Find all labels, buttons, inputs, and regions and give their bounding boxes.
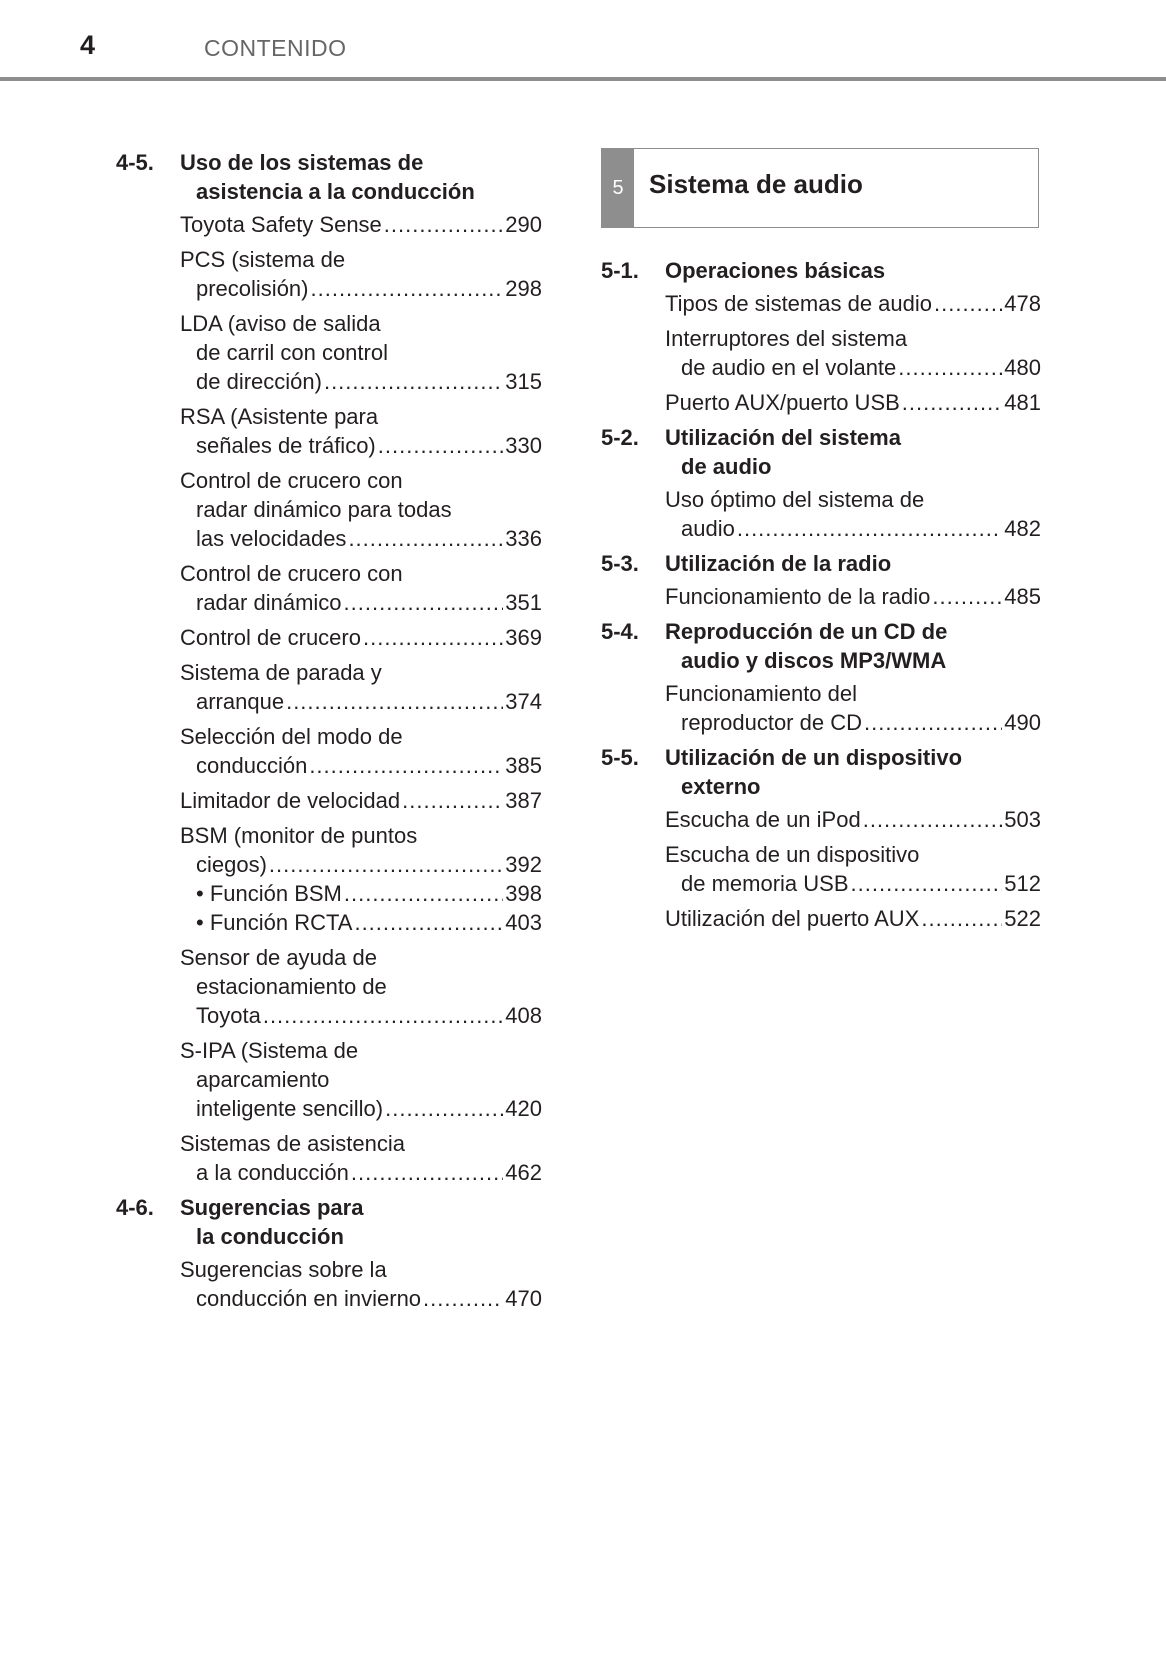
dot-leader [898, 353, 1002, 382]
toc-entry-text: Tipos de sistemas de audio [665, 291, 932, 316]
chapter-title: Sistema de audio [649, 169, 863, 199]
dot-leader [324, 367, 503, 396]
toc-entry-line: S-IPA (Sistema de [180, 1038, 359, 1063]
toc-page-number[interactable]: 470 [505, 1286, 542, 1311]
toc-page-number[interactable]: 336 [505, 526, 542, 551]
toc-entry[interactable] [180, 210, 542, 239]
toc-entry-line: de carril con control [196, 340, 388, 365]
running-title: CONTENIDO [204, 35, 347, 61]
toc-entry-line: Selección del modo de [180, 724, 403, 749]
toc-entry-line: Sensor de ayuda de [180, 945, 377, 970]
toc-section-heading[interactable] [601, 617, 1041, 675]
toc-entry[interactable] [180, 821, 542, 937]
toc-entry-line [180, 367, 542, 396]
toc-entry-text: Escucha de un iPod [665, 807, 861, 832]
toc-section-number: 4-6. [116, 1195, 154, 1220]
toc-entry-line [180, 1284, 542, 1313]
toc-section-heading[interactable] [116, 1193, 542, 1251]
right-column [601, 148, 1041, 939]
toc-entry-line: Uso óptimo del sistema de [665, 487, 925, 512]
dot-leader [863, 805, 1003, 834]
toc-section-number: 5-3. [601, 551, 639, 576]
toc-section-heading[interactable] [601, 549, 1041, 578]
toc-entry-text: Funcionamiento de la radio [665, 584, 931, 609]
toc-entry-text: Puerto AUX/puerto USB [665, 390, 900, 415]
toc-entry-line [665, 708, 1041, 737]
dot-leader [354, 908, 503, 937]
toc-entry[interactable] [180, 245, 542, 303]
toc-entry[interactable] [180, 466, 542, 553]
toc-page-number[interactable]: 398 [505, 881, 542, 906]
dot-leader [402, 786, 503, 815]
toc-entry-text: precolisión) [196, 276, 309, 301]
dot-leader [351, 1158, 503, 1187]
dot-leader [378, 431, 504, 460]
toc-section-number: 4-5. [116, 150, 154, 175]
toc-entry-text: • Función RCTA [196, 910, 353, 935]
dot-leader [934, 289, 1002, 318]
toc-entry[interactable] [180, 559, 542, 617]
toc-entry[interactable] [180, 1036, 542, 1123]
toc-page-number[interactable]: 298 [505, 276, 542, 301]
toc-entry[interactable] [180, 943, 542, 1030]
toc-entry[interactable] [180, 402, 542, 460]
dot-leader [932, 582, 1002, 611]
dot-leader [309, 751, 503, 780]
toc-entry-line: radar dinámico para todas [196, 497, 452, 522]
toc-page-number[interactable]: 478 [1004, 291, 1041, 316]
dot-leader [864, 708, 1002, 737]
toc-entry-text: de memoria USB [681, 871, 849, 896]
dot-leader [385, 1094, 503, 1123]
toc-entry-text: señales de tráfico) [196, 433, 376, 458]
toc-section-title-line: Operaciones básicas [665, 258, 886, 283]
toc-page-number[interactable]: 481 [1004, 390, 1041, 415]
dot-leader [363, 623, 503, 652]
toc-entry[interactable] [180, 623, 542, 652]
toc-page-number[interactable]: 490 [1004, 710, 1041, 735]
toc-entry-line [180, 274, 542, 303]
toc-entry-line [180, 1158, 542, 1187]
toc-entry-line [665, 869, 1041, 898]
toc-section-title-line: audio y discos MP3/WMA [681, 648, 947, 673]
toc-section-title-line: Utilización de la radio [665, 551, 892, 576]
toc-section-title-line: externo [681, 774, 761, 799]
toc-section-title-line: Uso de los sistemas de [180, 150, 424, 175]
toc-entry-line [665, 289, 1041, 318]
toc-entry-line [180, 786, 542, 815]
toc-page-number[interactable]: 369 [505, 625, 542, 650]
toc-entry-text: inteligente sencillo) [196, 1096, 384, 1121]
toc-section [116, 148, 542, 1187]
toc-entry-line [180, 431, 542, 460]
toc-section-title-line: Utilización del sistema [665, 425, 901, 450]
toc-entry-text: ciegos) [196, 852, 267, 877]
toc-section-number: 5-4. [601, 619, 639, 644]
dot-leader [311, 274, 504, 303]
toc-entry-line [180, 1001, 542, 1030]
dot-leader [269, 850, 503, 879]
toc-section [601, 743, 1041, 933]
toc-entry[interactable] [665, 904, 1041, 933]
toc-entry-line [180, 908, 542, 937]
toc-section-heading[interactable] [601, 256, 1041, 285]
toc-entry-line: aparcamiento [196, 1067, 330, 1092]
toc-entry[interactable] [665, 840, 1041, 898]
toc-entry-line: Interruptores del sistema [665, 326, 908, 351]
toc-entry-line: Funcionamiento del [665, 681, 858, 706]
toc-entry-line [180, 751, 542, 780]
toc-section-title-line: Utilización de un dispositivo [665, 745, 963, 770]
toc-entry-line: PCS (sistema de [180, 247, 346, 272]
toc-entry-line: Control de crucero con [180, 468, 403, 493]
toc-entry-line [665, 514, 1041, 543]
toc-entry-text: reproductor de CD [681, 710, 862, 735]
toc-entry-line: estacionamiento de [196, 974, 387, 999]
toc-entry[interactable] [665, 289, 1041, 318]
toc-entry-line: BSM (monitor de puntos [180, 823, 418, 848]
dot-leader [263, 1001, 503, 1030]
toc-entry[interactable] [665, 582, 1041, 611]
left-column [116, 148, 542, 1319]
toc-page-number[interactable]: 408 [505, 1003, 542, 1028]
toc-entry-line: Control de crucero con [180, 561, 403, 586]
toc-entry[interactable] [665, 679, 1041, 737]
dot-leader [921, 904, 1002, 933]
toc-section [601, 256, 1041, 417]
dot-leader [851, 869, 1003, 898]
toc-page-number[interactable]: 503 [1004, 807, 1041, 832]
toc-entry-text: Utilización del puerto AUX [665, 906, 920, 931]
toc-entry[interactable] [180, 786, 542, 815]
toc-entry[interactable] [180, 722, 542, 780]
toc-entry-line [180, 210, 542, 239]
toc-section [601, 617, 1041, 737]
dot-leader [344, 588, 504, 617]
toc-entry-line: RSA (Asistente para [180, 404, 379, 429]
toc-page-number[interactable]: 403 [505, 910, 542, 935]
toc-page-number[interactable]: 522 [1004, 906, 1041, 931]
right-sections [601, 256, 1041, 933]
toc-page-number[interactable]: 480 [1004, 355, 1041, 380]
toc-entry-text: radar dinámico [196, 590, 342, 615]
chapter-number: 5 [602, 149, 634, 227]
toc-entry-line: Escucha de un dispositivo [665, 842, 920, 867]
dot-leader [384, 210, 503, 239]
toc-entry-line [180, 879, 542, 908]
toc-entry[interactable] [665, 805, 1041, 834]
toc-page-number[interactable]: 462 [505, 1160, 542, 1185]
toc-page-number[interactable]: 351 [505, 590, 542, 615]
toc-entry-line [180, 623, 542, 652]
chapter-heading-box [601, 148, 1039, 228]
toc-section-heading[interactable] [601, 423, 1041, 481]
toc-entry-text: conducción en invierno [196, 1286, 422, 1311]
toc-page-number[interactable]: 330 [505, 433, 542, 458]
toc-entry[interactable] [665, 324, 1041, 382]
toc-entry-line [180, 524, 542, 553]
dot-leader [344, 879, 503, 908]
toc-entry-line [665, 388, 1041, 417]
toc-entry-text: de dirección) [196, 369, 322, 394]
dot-leader [902, 388, 1002, 417]
toc-entry-line [665, 582, 1041, 611]
toc-entry-line: Sistema de parada y [180, 660, 382, 685]
toc-entry-text: a la conducción [196, 1160, 349, 1185]
toc-page-number[interactable]: 512 [1004, 871, 1041, 896]
toc-page-number[interactable]: 374 [505, 689, 542, 714]
toc-entry[interactable] [180, 1255, 542, 1313]
toc-section-title-line: asistencia a la conducción [196, 179, 475, 204]
toc-entry-line [665, 353, 1041, 382]
dot-leader [286, 687, 503, 716]
page-number: 4 [80, 30, 96, 60]
toc-section-number: 5-1. [601, 258, 639, 283]
toc-entry[interactable] [180, 1129, 542, 1187]
toc-page-number[interactable]: 485 [1004, 584, 1041, 609]
toc-entry-text: Limitador de velocidad [180, 788, 401, 813]
toc-section [601, 423, 1041, 543]
toc-section-title-line: Sugerencias para [180, 1195, 364, 1220]
toc-entry-text: las velocidades [196, 526, 347, 551]
toc-page-number[interactable]: 385 [505, 753, 542, 778]
dot-leader [423, 1284, 503, 1313]
toc-entry[interactable] [665, 485, 1041, 543]
toc-entry-text: Toyota Safety Sense [180, 212, 382, 237]
toc-entry-text: arranque [196, 689, 285, 714]
toc-entry-text: de audio en el volante [681, 355, 897, 380]
toc-section-title-line: la conducción [196, 1224, 344, 1249]
toc-page-number[interactable]: 392 [505, 852, 542, 877]
toc-page-number[interactable]: 420 [505, 1096, 542, 1121]
toc-entry-line [665, 805, 1041, 834]
toc-entry[interactable] [180, 658, 542, 716]
toc-section-number: 5-2. [601, 425, 639, 450]
toc-entry-line: Sistemas de asistencia [180, 1131, 405, 1156]
toc-page-number[interactable]: 290 [505, 212, 542, 237]
toc-page-number[interactable]: 482 [1004, 516, 1041, 541]
toc-section-heading[interactable] [116, 148, 542, 206]
toc-entry-line [180, 1094, 542, 1123]
toc-page-number[interactable]: 315 [505, 369, 542, 394]
toc-section [601, 549, 1041, 611]
toc-entry-line [180, 850, 542, 879]
toc-section-title-line: de audio [681, 454, 772, 479]
toc-section [116, 1193, 542, 1313]
toc-entry[interactable] [665, 388, 1041, 417]
toc-entry-line [180, 687, 542, 716]
toc-entry-text: Toyota [196, 1003, 261, 1028]
toc-entry-text: Control de crucero [180, 625, 361, 650]
toc-section-title-line: Reproducción de un CD de [665, 619, 948, 644]
toc-entry-text: audio [681, 516, 735, 541]
toc-entry-line: LDA (aviso de salida [180, 311, 381, 336]
dot-leader [737, 514, 1002, 543]
toc-entry-line: Sugerencias sobre la [180, 1257, 387, 1282]
toc-section-heading[interactable] [601, 743, 1041, 801]
toc-entry-text: conducción [196, 753, 308, 778]
header-rule [0, 77, 1166, 81]
toc-page-number[interactable]: 387 [505, 788, 542, 813]
toc-section-number: 5-5. [601, 745, 639, 770]
toc-entry[interactable] [180, 309, 542, 396]
toc-entry-text: • Función BSM [196, 881, 342, 906]
toc-entry-line [180, 588, 542, 617]
dot-leader [348, 524, 503, 553]
toc-entry-line [665, 904, 1041, 933]
